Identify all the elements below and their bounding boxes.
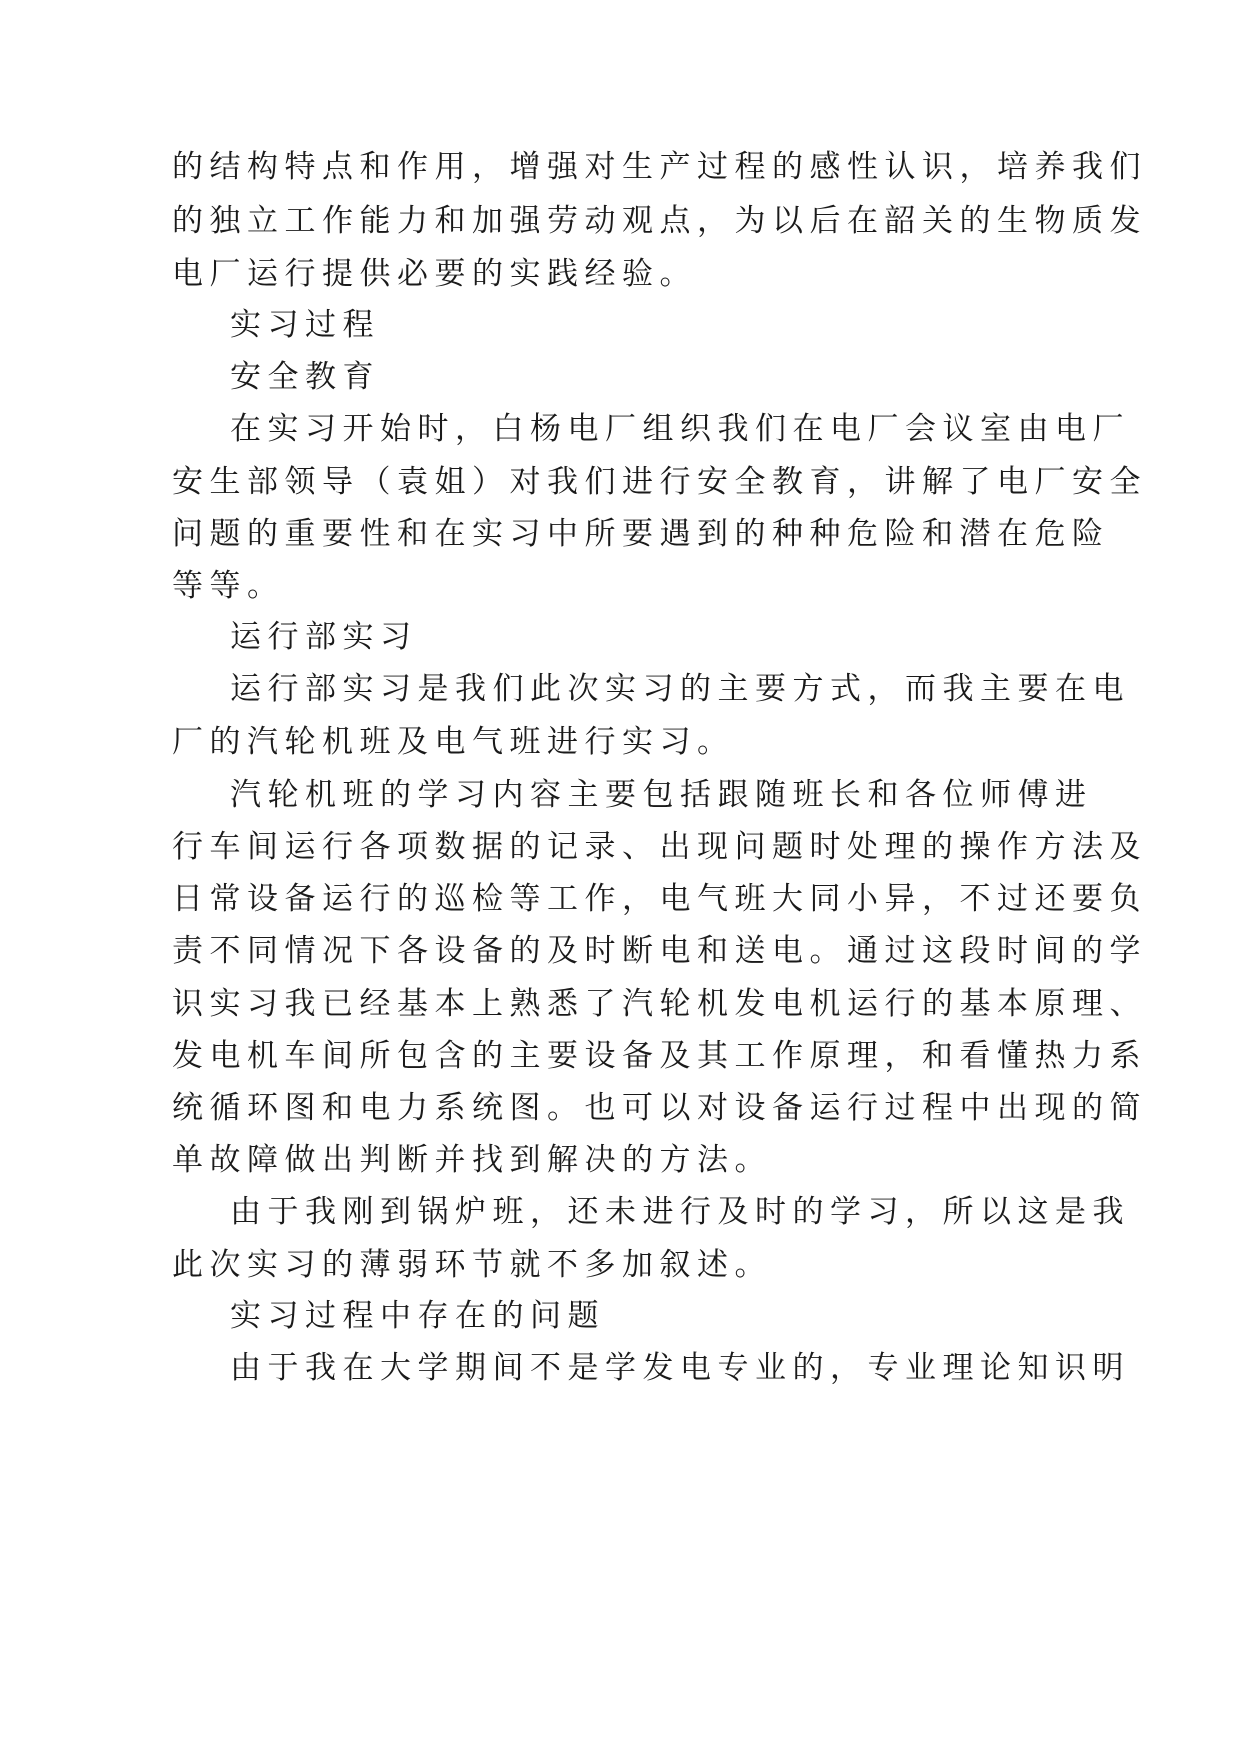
text-line: 的结构特点和作用，增强对生产过程的感性认识，培养我们 <box>172 149 1147 185</box>
text-line: 统循环图和电力系统图。也可以对设备运行过程中出现的简 <box>172 1090 1147 1126</box>
section-heading: 运行部实习 <box>230 619 418 655</box>
section-heading: 实习过程中存在的问题 <box>230 1298 605 1334</box>
text-line: 的独立工作能力和加强劳动观点，为以后在韶关的生物质发 <box>172 203 1147 239</box>
text-line: 汽轮机班的学习内容主要包括跟随班长和各位师傅进 <box>230 777 1093 813</box>
text-line: 由于我在大学期间不是学发电专业的，专业理论知识明 <box>230 1350 1130 1386</box>
text-line: 行车间运行各项数据的记录、出现问题时处理的操作方法及 <box>172 829 1147 865</box>
section-heading: 安全教育 <box>230 359 380 395</box>
text-line: 日常设备运行的巡检等工作，电气班大同小异，不过还要负 <box>172 881 1147 917</box>
text-line: 由于我刚到锅炉班，还未进行及时的学习，所以这是我 <box>230 1194 1130 1230</box>
text-line: 责不同情况下各设备的及时断电和送电。通过这段时间的学 <box>172 933 1147 969</box>
section-heading: 实习过程 <box>230 307 380 343</box>
text-line: 安生部领导（袁姐）对我们进行安全教育，讲解了电厂安全 <box>172 464 1147 500</box>
text-line: 单故障做出判断并找到解决的方法。 <box>172 1142 772 1178</box>
text-line: 识实习我已经基本上熟悉了汽轮机发电机运行的基本原理、 <box>172 986 1147 1022</box>
text-line: 运行部实习是我们此次实习的主要方式，而我主要在电 <box>230 671 1130 707</box>
text-line: 电厂运行提供必要的实践经验。 <box>172 256 697 292</box>
text-line: 此次实习的薄弱环节就不多加叙述。 <box>172 1247 772 1283</box>
text-line: 在实习开始时，白杨电厂组织我们在电厂会议室由电厂 <box>230 411 1130 447</box>
text-line: 问题的重要性和在实习中所要遇到的种种危险和潜在危险 <box>172 516 1110 552</box>
text-line: 等等。 <box>172 568 285 604</box>
text-line: 厂的汽轮机班及电气班进行实习。 <box>172 724 735 760</box>
text-line: 发电机车间所包含的主要设备及其工作原理，和看懂热力系 <box>172 1038 1147 1074</box>
